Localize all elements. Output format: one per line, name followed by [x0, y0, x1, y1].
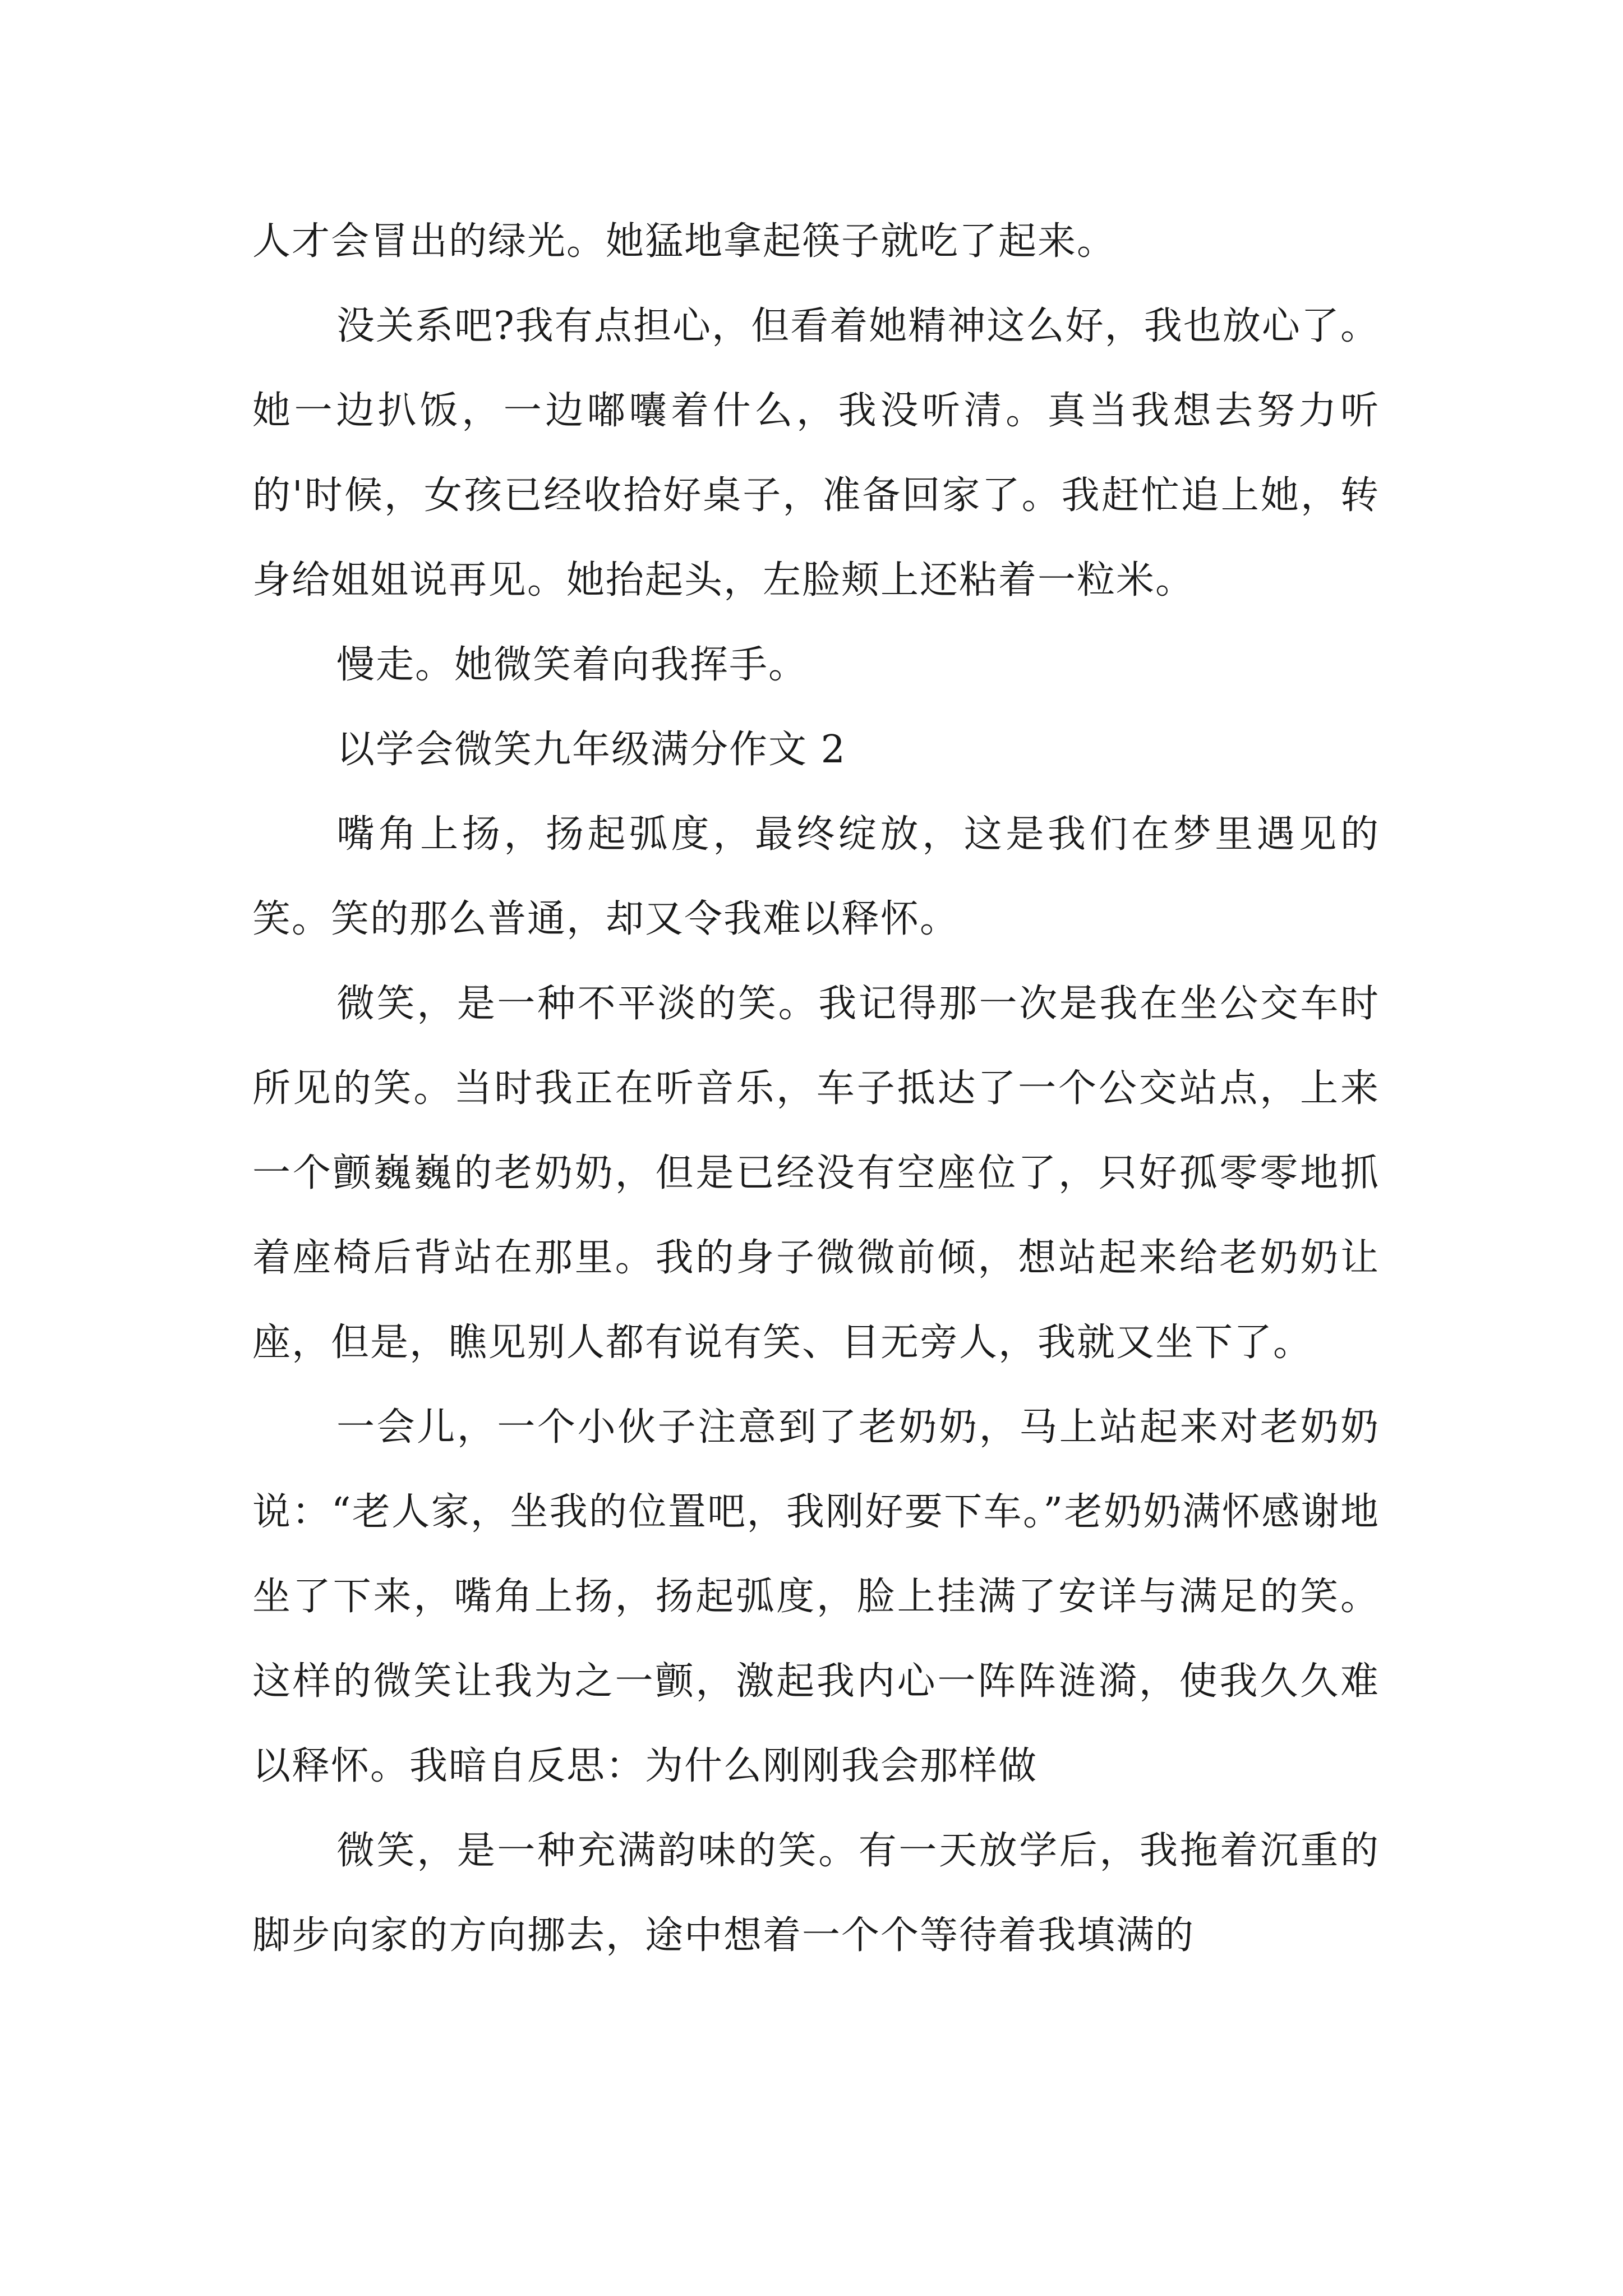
- paragraph: 微笑，是一种充满韵味的笑。有一天放学后，我拖着沉重的脚步向家的方向挪去，途中想着一个个等待着我填满的: [252, 1829, 1380, 1958]
- paragraph: 嘴角上扬，扬起弧度，最终绽放，这是我们在梦里遇见的笑。笑的那么普通，却又令我难以释怀。: [252, 812, 1380, 941]
- section-heading: 以学会微笑九年级满分作文 2: [336, 728, 846, 772]
- paragraph: 人才会冒出的绿光。她猛地拿起筷子就吃了起来。: [252, 219, 1117, 264]
- paragraph: 一会儿，一个小伙子注意到了老奶奶，马上站起来对老奶奶说：“老人家，坐我的位置吧，我刚好要下车。”老奶奶满怀感谢地坐了下来，嘴角上扬，扬起弧度，脸上挂满了安详与满足的笑。这样的微笑让我为之一颤，激起我内心一阵阵涟漪，使我久久难以释怀。我暗自反思：为什么刚刚我会那样做: [252, 1405, 1380, 1788]
- paragraph: 没关系吧?我有点担心，但看着她精神这么好，我也放心了。她一边扒饭，一边嘟囔着什么，我没听清。真当我想去努力听的'时候，女孩已经收拾好桌子，准备回家了。我赶忙追上她，转身给姐姐说再见。她抬起头，左脸颊上还粘着一粒米。: [252, 304, 1380, 602]
- document-body: [252, 199, 1380, 1978]
- paragraph: 微笑，是一种不平淡的笑。我记得那一次是我在坐公交车时所见的笑。当时我正在听音乐，车子抵达了一个公交站点，上来一个颤巍巍的老奶奶，但是已经没有空座位了，只好孤零零地抓着座椅后背站在那里。我的身子微微前倾，想站起来给老奶奶让座，但是，瞧见别人都有说有笑、目无旁人，我就又坐下了。: [252, 982, 1380, 1365]
- paragraph: 慢走。她微笑着向我挥手。: [336, 643, 808, 687]
